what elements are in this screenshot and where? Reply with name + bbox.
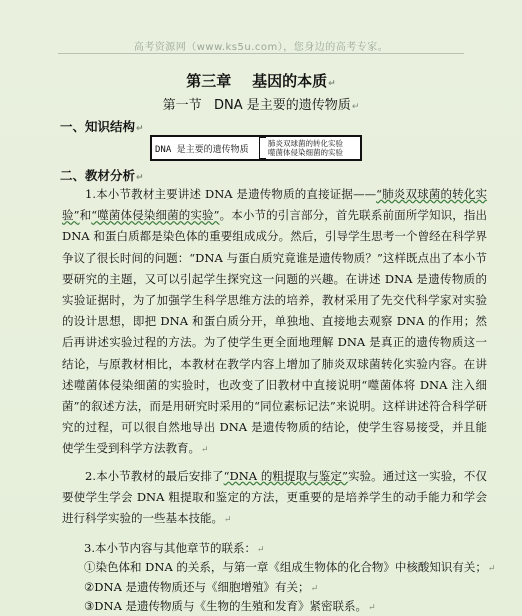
chapter-title-text: 第三章 基因的本质 [186,72,328,90]
structure-brace [259,137,266,159]
heading-knowledge-structure [60,117,144,135]
p1-text-a: 1.本小节教材主要讲述 DNA 是遗传物质的直接证据—— [85,187,377,201]
paragraph-mark-icon: ↵ [136,124,144,134]
p2-text-a: 2.本小节教材的最后安排了 [85,469,224,483]
header-rule [58,53,464,54]
list-item [84,579,318,595]
paragraph-mark-icon: ↵ [328,79,336,89]
p1-text-b: 。本小节的引言部分，首先联系前面所学知识，指出 DNA 和蛋白质都是染色体的重要组成成分。然后，引导学生思考一个曾经在科学界争议了很长时间的问题：“DNA 与蛋白质究竟谁是遗传物质？”这样既点出了本小节要研究的主题，又可以引起学生探究这一问题的兴趣。在讲述 DNA 是遗传物质的实验证据时，为了加强学生科学思维方法的培养，教材采用了先交代科学家对实验的设计思想，即把 DNA 和蛋白质分开，单独地、直接地去观察 DNA 的作用；然后再讲述实验过程的方法。为了使学生更全面地理解 DNA 是真正的遗传物质这一结论，与原教材相比，本教材在教学内容上增加了肺炎双球菌转化实验内容。在讲述噬菌体侵染细菌的实验时，也改变了旧教材中直接说明“噬菌体将 DNA 注入细菌”的叙述方法，而是用研究时采用的“同位素标记法”来说明。这样讲述符合科学研究的过程，可以很自然地导出 DNA 是遗传物质的结论，使学生容易接受，并且能使学生受到科学方法教育。 [62,208,487,456]
heading-knowledge-structure-text: 一、知识结构 [60,119,136,134]
p3-text: 3.本小节内容与其他章节的联系： [84,541,256,555]
section-title-text: 第一节 DNA 是主要的遗传物质 [162,98,351,113]
structure-main-label: DNA 是主要的遗传物质 [155,144,249,155]
paragraph-mark-icon: ↵ [224,515,232,526]
heading-analysis-text: 二、教材分析 [60,168,136,183]
knowledge-structure-diagram [150,135,362,161]
list-item [84,559,495,575]
paragraph-mark-icon: ↵ [487,564,496,574]
structure-sub-item: 肺炎双球菌的转化实验 [268,138,343,148]
heading-analysis [60,166,144,184]
p2-text-b: 实验。通过这一实验，不仅要使学生学会 DNA 粗提取和鉴定的方法，更重要的是培养学生的动手能力和学会进行科学实验的一些基本技能。 [62,469,487,526]
paragraph-mark-icon: ↵ [256,545,265,555]
chapter-title [0,70,522,91]
paragraph-mark-icon: ↵ [136,173,144,183]
list-item-text: ③DNA 是遗传物质与《生物的生殖和发育》紧密联系。 [84,599,368,613]
paragraph-2 [62,466,487,532]
paragraph-1 [62,184,487,462]
header-watermark: 高考资源网（www.ks5u.com），您身边的高考专家。 [133,42,389,53]
structure-sub-list [268,139,343,158]
section-title [0,94,522,113]
list-item-text: ②DNA 是遗传物质还与《细胞增殖》有关； [84,580,310,594]
paragraph-mark-icon: ↵ [368,603,376,613]
paragraph-3 [84,540,265,556]
paragraph-mark-icon: ↵ [351,102,360,112]
p1-link-pneumococcus: “肺炎双球菌的转化实验” [62,187,487,223]
list-item [84,598,376,614]
list-item-text: ①染色体和 DNA 的关系，与第一章《组成生物体的化合物》中核酸知识有关； [84,560,487,574]
paragraph-mark-icon: ↵ [310,584,319,594]
p2-link-dna-extraction: “DNA 的粗提取与鉴定” [223,469,348,483]
p1-link-phage: “噬菌体侵染细菌的实验” [91,208,220,223]
p1-text-and: 和 [79,208,92,223]
paragraph-mark-icon: ↵ [201,445,209,456]
structure-sub-item: 噬菌体侵染细菌的实验 [268,148,343,157]
